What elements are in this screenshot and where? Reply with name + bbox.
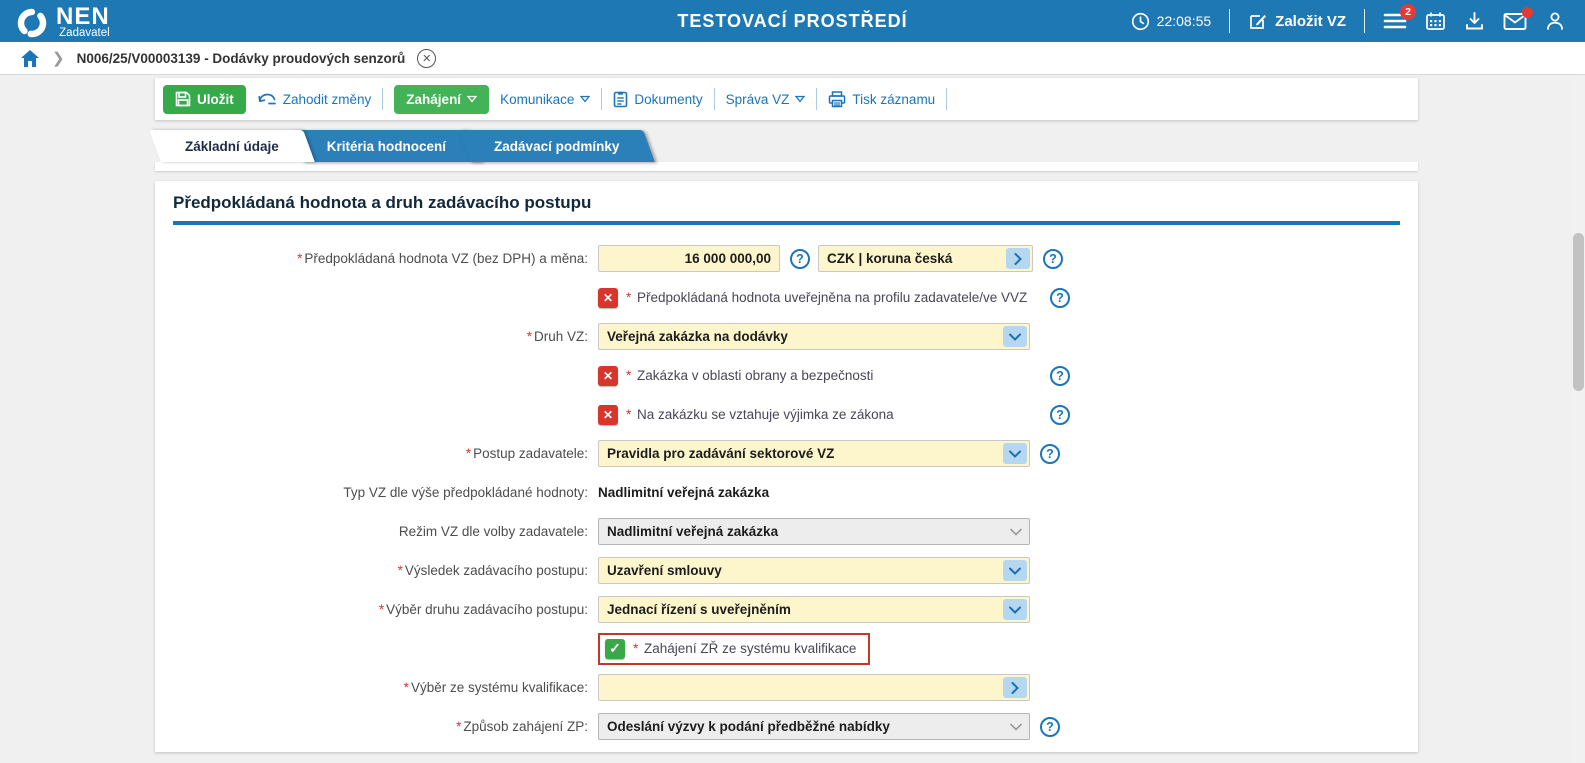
help-icon[interactable] (1050, 405, 1070, 425)
download-icon (1464, 11, 1485, 31)
messages-button[interactable] (1503, 12, 1527, 31)
row-defense (173, 356, 1400, 395)
help-icon[interactable] (1050, 288, 1070, 308)
help-icon[interactable] (1040, 717, 1060, 737)
create-vz-label: Založit VZ (1275, 12, 1346, 30)
field-label: Typ VZ dle výše předpokládané hodnoty: (343, 485, 588, 500)
user-icon (1545, 11, 1565, 31)
scrollbar-track[interactable] (1572, 75, 1585, 763)
environment-title: TESTOVACÍ PROSTŘEDÍ (677, 11, 908, 31)
result-dropdown-button[interactable] (1003, 560, 1027, 581)
create-vz-button[interactable] (1248, 11, 1346, 31)
kind-dropdown-button[interactable] (1003, 326, 1027, 347)
procedure-rules-select[interactable]: Pravidla pro zadávání sektorové VZ (598, 440, 1030, 467)
downloads-button[interactable] (1464, 11, 1485, 31)
procedure-type-dropdown-button[interactable] (1003, 599, 1027, 620)
toolbar-divider (714, 88, 715, 110)
tabbar-base-strip (155, 162, 1418, 171)
checkbox-label: * Zahájení ZŘ ze systému kvalifikace (633, 641, 857, 656)
row-result (173, 551, 1400, 590)
chevron-down-icon (1010, 528, 1022, 536)
result-select[interactable]: Uzavření smlouvy (598, 557, 1030, 584)
clock-icon (1131, 12, 1150, 31)
chevron-down-icon (580, 95, 590, 103)
row-exception (173, 395, 1400, 434)
row-qualification-select (173, 668, 1400, 707)
toolbar-divider (601, 88, 602, 110)
row-start-method (173, 707, 1400, 746)
help-icon[interactable] (1050, 366, 1070, 386)
chevron-right-icon (1011, 682, 1019, 694)
document-icon (613, 91, 628, 108)
save-button[interactable]: Uložit (163, 85, 246, 114)
breadcrumb-item[interactable]: N006/25/V00003139 - Dodávky proudových senzorů (76, 50, 406, 66)
brand-subtitle: Zadavatel (59, 27, 110, 39)
field-label: * Výběr druhu zadávacího postupu: (378, 602, 588, 617)
row-regime (173, 512, 1400, 551)
procedure-type-select[interactable]: Jednací řízení s uveřejněním (598, 596, 1030, 623)
record-toolbar (155, 78, 1418, 120)
section-title: Předpokládaná hodnota a druh zadávacího postupu (173, 193, 592, 212)
breadcrumb-chevron: ❯ (52, 50, 65, 67)
qualification-picker-button[interactable] (1003, 677, 1027, 698)
chevron-down-icon (795, 95, 805, 103)
field-label: * Výsledek zadávacího postupu: (397, 563, 588, 578)
record-tabs (155, 130, 637, 162)
checkbox-unchecked[interactable] (598, 288, 618, 308)
discard-changes-button[interactable]: Zahodit změny (257, 91, 372, 107)
nen-swirl-icon (16, 7, 48, 39)
brand-name: NEN (56, 3, 110, 30)
start-dropdown-button[interactable]: Zahájení (394, 85, 489, 114)
chevron-down-icon (1009, 450, 1021, 458)
chevron-down-icon (1010, 723, 1022, 731)
tab-zakladni-udaje[interactable]: Základní údaje (155, 130, 309, 162)
row-type-by-value (173, 473, 1400, 512)
tasks-menu-button[interactable] (1383, 6, 1411, 31)
chevron-down-icon (1009, 333, 1021, 341)
toolbar-divider (946, 88, 947, 110)
procedure-rules-dropdown-button[interactable] (1003, 443, 1027, 464)
checkbox-label: * Zakázka v oblasti obrany a bezpečnosti (626, 368, 874, 383)
type-by-value-text: Nadlimitní veřejná zakázka (598, 485, 770, 500)
qualification-select-input[interactable] (598, 674, 1030, 701)
print-record-button[interactable]: Tisk záznamu (828, 91, 935, 108)
calendar-button[interactable] (1425, 11, 1446, 31)
nen-logo[interactable] (16, 3, 110, 39)
communication-dropdown-button[interactable]: Komunikace (500, 92, 590, 107)
session-timer[interactable] (1131, 12, 1212, 31)
currency-picker-button[interactable] (1006, 248, 1030, 269)
checkbox-unchecked[interactable] (598, 405, 618, 425)
help-icon[interactable] (790, 249, 810, 269)
session-time: 22:08:55 (1156, 13, 1212, 29)
field-label: * Druh VZ: (526, 329, 588, 344)
checkbox-label: * Předpokládaná hodnota uveřejněna na profilu zadavatele/ve VVZ (626, 290, 1028, 305)
row-published (173, 278, 1400, 317)
checkbox-unchecked[interactable] (598, 366, 618, 386)
save-icon (175, 91, 191, 107)
validation-highlight-box (598, 633, 870, 665)
documents-button[interactable]: Dokumenty (613, 91, 702, 108)
estimated-value-input[interactable]: 16 000 000,00 (598, 245, 780, 272)
help-icon[interactable] (1040, 444, 1060, 464)
section-rule (173, 221, 1400, 225)
field-label: * Výběr ze systému kvalifikace: (403, 680, 588, 695)
tab-zadavaci-podminky[interactable]: Zadávací podmínky (464, 130, 649, 162)
scrollbar-thumb[interactable] (1573, 233, 1584, 391)
row-qualification-start (173, 629, 1400, 668)
discard-icon (257, 91, 277, 107)
regime-select-disabled: Nadlimitní veřejná zakázka (598, 518, 1030, 545)
form-panel (155, 181, 1418, 752)
compose-icon (1248, 11, 1268, 31)
tab-kriteria-hodnoceni[interactable]: Kritéria hodnocení (297, 130, 476, 162)
chevron-down-icon (1009, 567, 1021, 575)
chevron-down-icon (1009, 606, 1021, 614)
breadcrumb (0, 42, 1585, 75)
currency-select[interactable]: CZK | koruna česká (818, 245, 1033, 272)
field-label: * Postup zadavatele: (465, 446, 588, 461)
field-label: Režim VZ dle volby zadavatele: (398, 524, 588, 539)
chevron-right-icon (1014, 253, 1022, 265)
start-method-select-disabled: Odeslání výzvy k podání předběžné nabídky (598, 713, 1030, 740)
field-label: * Předpokládaná hodnota VZ (bez DPH) a měna: (297, 251, 588, 266)
header-divider (1364, 9, 1365, 33)
user-profile-button[interactable] (1545, 11, 1565, 31)
row-procedure-type (173, 590, 1400, 629)
header-divider (1229, 9, 1230, 33)
toolbar-divider (816, 88, 817, 110)
printer-icon (828, 91, 846, 108)
checkbox-checked[interactable] (605, 639, 625, 659)
tasks-badge: 2 (1400, 4, 1416, 20)
home-icon[interactable] (20, 49, 40, 68)
row-kind (173, 317, 1400, 356)
help-icon[interactable] (1043, 249, 1063, 269)
row-procedure-rules (173, 434, 1400, 473)
field-label: * Způsob zahájení ZP: (456, 719, 588, 734)
close-tab-icon[interactable]: ✕ (417, 49, 436, 68)
toolbar-divider (382, 88, 383, 110)
app-header (0, 0, 1585, 42)
row-estimated-value (173, 239, 1400, 278)
kind-select[interactable]: Veřejná zakázka na dodávky (598, 323, 1030, 350)
calendar-icon (1425, 11, 1446, 31)
checkbox-label: * Na zakázku se vztahuje výjimka ze zákona (626, 407, 894, 422)
messages-dot-badge (1522, 7, 1533, 18)
manage-vz-dropdown-button[interactable]: Správa VZ (726, 92, 806, 107)
form-body (173, 239, 1400, 746)
chevron-down-icon (467, 95, 477, 103)
